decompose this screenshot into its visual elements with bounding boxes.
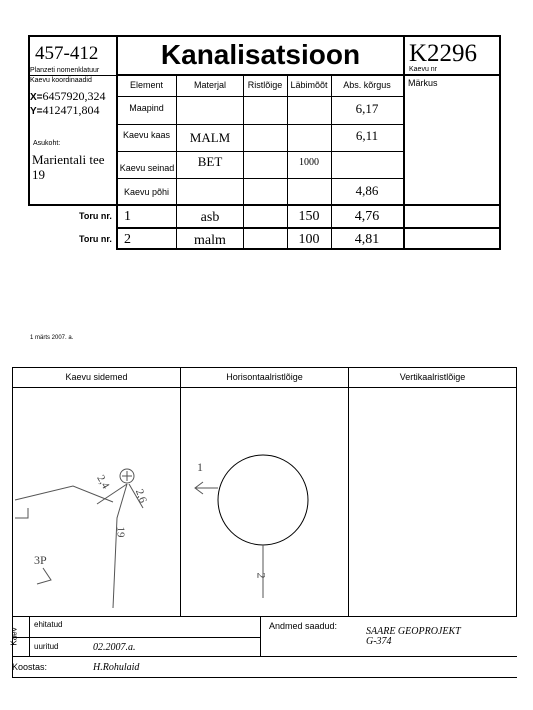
row-height: 6,17 (355, 101, 379, 116)
row-element: Maapind (129, 103, 164, 113)
well-caption: Kaevu nr (409, 66, 438, 73)
pipe-height: 4,81 (354, 232, 380, 247)
surveyed-value: 02.2007.a. (93, 642, 136, 653)
connections-sketch (13, 388, 180, 616)
pipe-height: 4,76 (354, 209, 380, 224)
sketch-label-a: 2,4 (94, 473, 112, 491)
row-element: Kaevu kaas (122, 130, 171, 140)
pipe-diameter: 150 (298, 209, 320, 224)
pipe-label: Toru nr. (79, 234, 112, 244)
sketch-label-c: 19 (114, 526, 127, 538)
pipe-material: asb (200, 210, 220, 225)
x-label: X= (30, 92, 43, 103)
row-element: Kaevu seinad (119, 163, 175, 173)
address-line2: 19 (32, 167, 45, 182)
header-height: Abs. kõrgus (343, 80, 391, 90)
pipe-number: 2 (124, 232, 131, 247)
author-value: H.Rohulaid (93, 662, 140, 673)
horizontal-section (181, 388, 348, 616)
pipe-material: malm (194, 233, 226, 248)
panel-title-connections: Kaevu sidemed (65, 372, 128, 382)
surveyed-label: uuritud (34, 642, 59, 651)
sketch-label-b: 2,6 (132, 487, 149, 505)
sketch-label-d: 3P (34, 553, 47, 567)
pipe-number: 1 (124, 209, 131, 224)
page-title: Kanalisatsioon (160, 39, 361, 70)
x-value: 6457920,324 (42, 89, 106, 103)
header-diameter: Läbimõõt (290, 80, 328, 90)
row-material: MALM (189, 130, 231, 145)
company-name: SAARE GEOPROJEKT (366, 626, 461, 637)
header-notes: Märkus (408, 78, 438, 88)
row-height: 6,11 (355, 128, 379, 143)
section-label-e: 1 (197, 460, 203, 474)
coordinates-caption: Kaevu koordinaadid (30, 77, 92, 84)
section-label-f: 2 (254, 572, 269, 579)
coordinate-x (30, 89, 106, 104)
well-number: K2296 (409, 40, 478, 67)
company-license: G-374 (366, 636, 392, 647)
row-material: BET (197, 154, 223, 169)
pipe-label: Toru nr. (79, 211, 112, 221)
panel-title-vertical: Vertikaalristlõige (399, 372, 466, 382)
kaev-label: Kaev (9, 627, 19, 646)
y-label: Y= (30, 106, 43, 117)
date-label: 1 märts 2007. a. (30, 335, 74, 341)
y-value: 412471,804 (42, 103, 100, 117)
data-source-label: Andmed saadud: (269, 621, 338, 631)
author-label: Koostas: (12, 662, 48, 672)
plan-caption: Planzeti nomenklatuur (30, 67, 100, 74)
panel-title-horizontal: Horisontaalristlõige (226, 372, 303, 382)
header-element: Element (129, 80, 164, 90)
header-material: Materjal (193, 80, 226, 90)
built-label: ehitatud (34, 620, 63, 629)
row-element: Kaevu põhi (123, 187, 170, 197)
well-circle-icon (218, 455, 308, 545)
coordinate-y (30, 103, 100, 118)
header-section: Ristlõige (247, 80, 283, 90)
plan-number: 457-412 (35, 43, 99, 64)
row-diameter: 1000 (299, 157, 319, 168)
address-caption: Asukoht: (33, 140, 61, 147)
address-line1: Marientali tee (32, 152, 105, 167)
row-height: 4,86 (355, 183, 379, 198)
pipe-diameter: 100 (298, 232, 320, 247)
